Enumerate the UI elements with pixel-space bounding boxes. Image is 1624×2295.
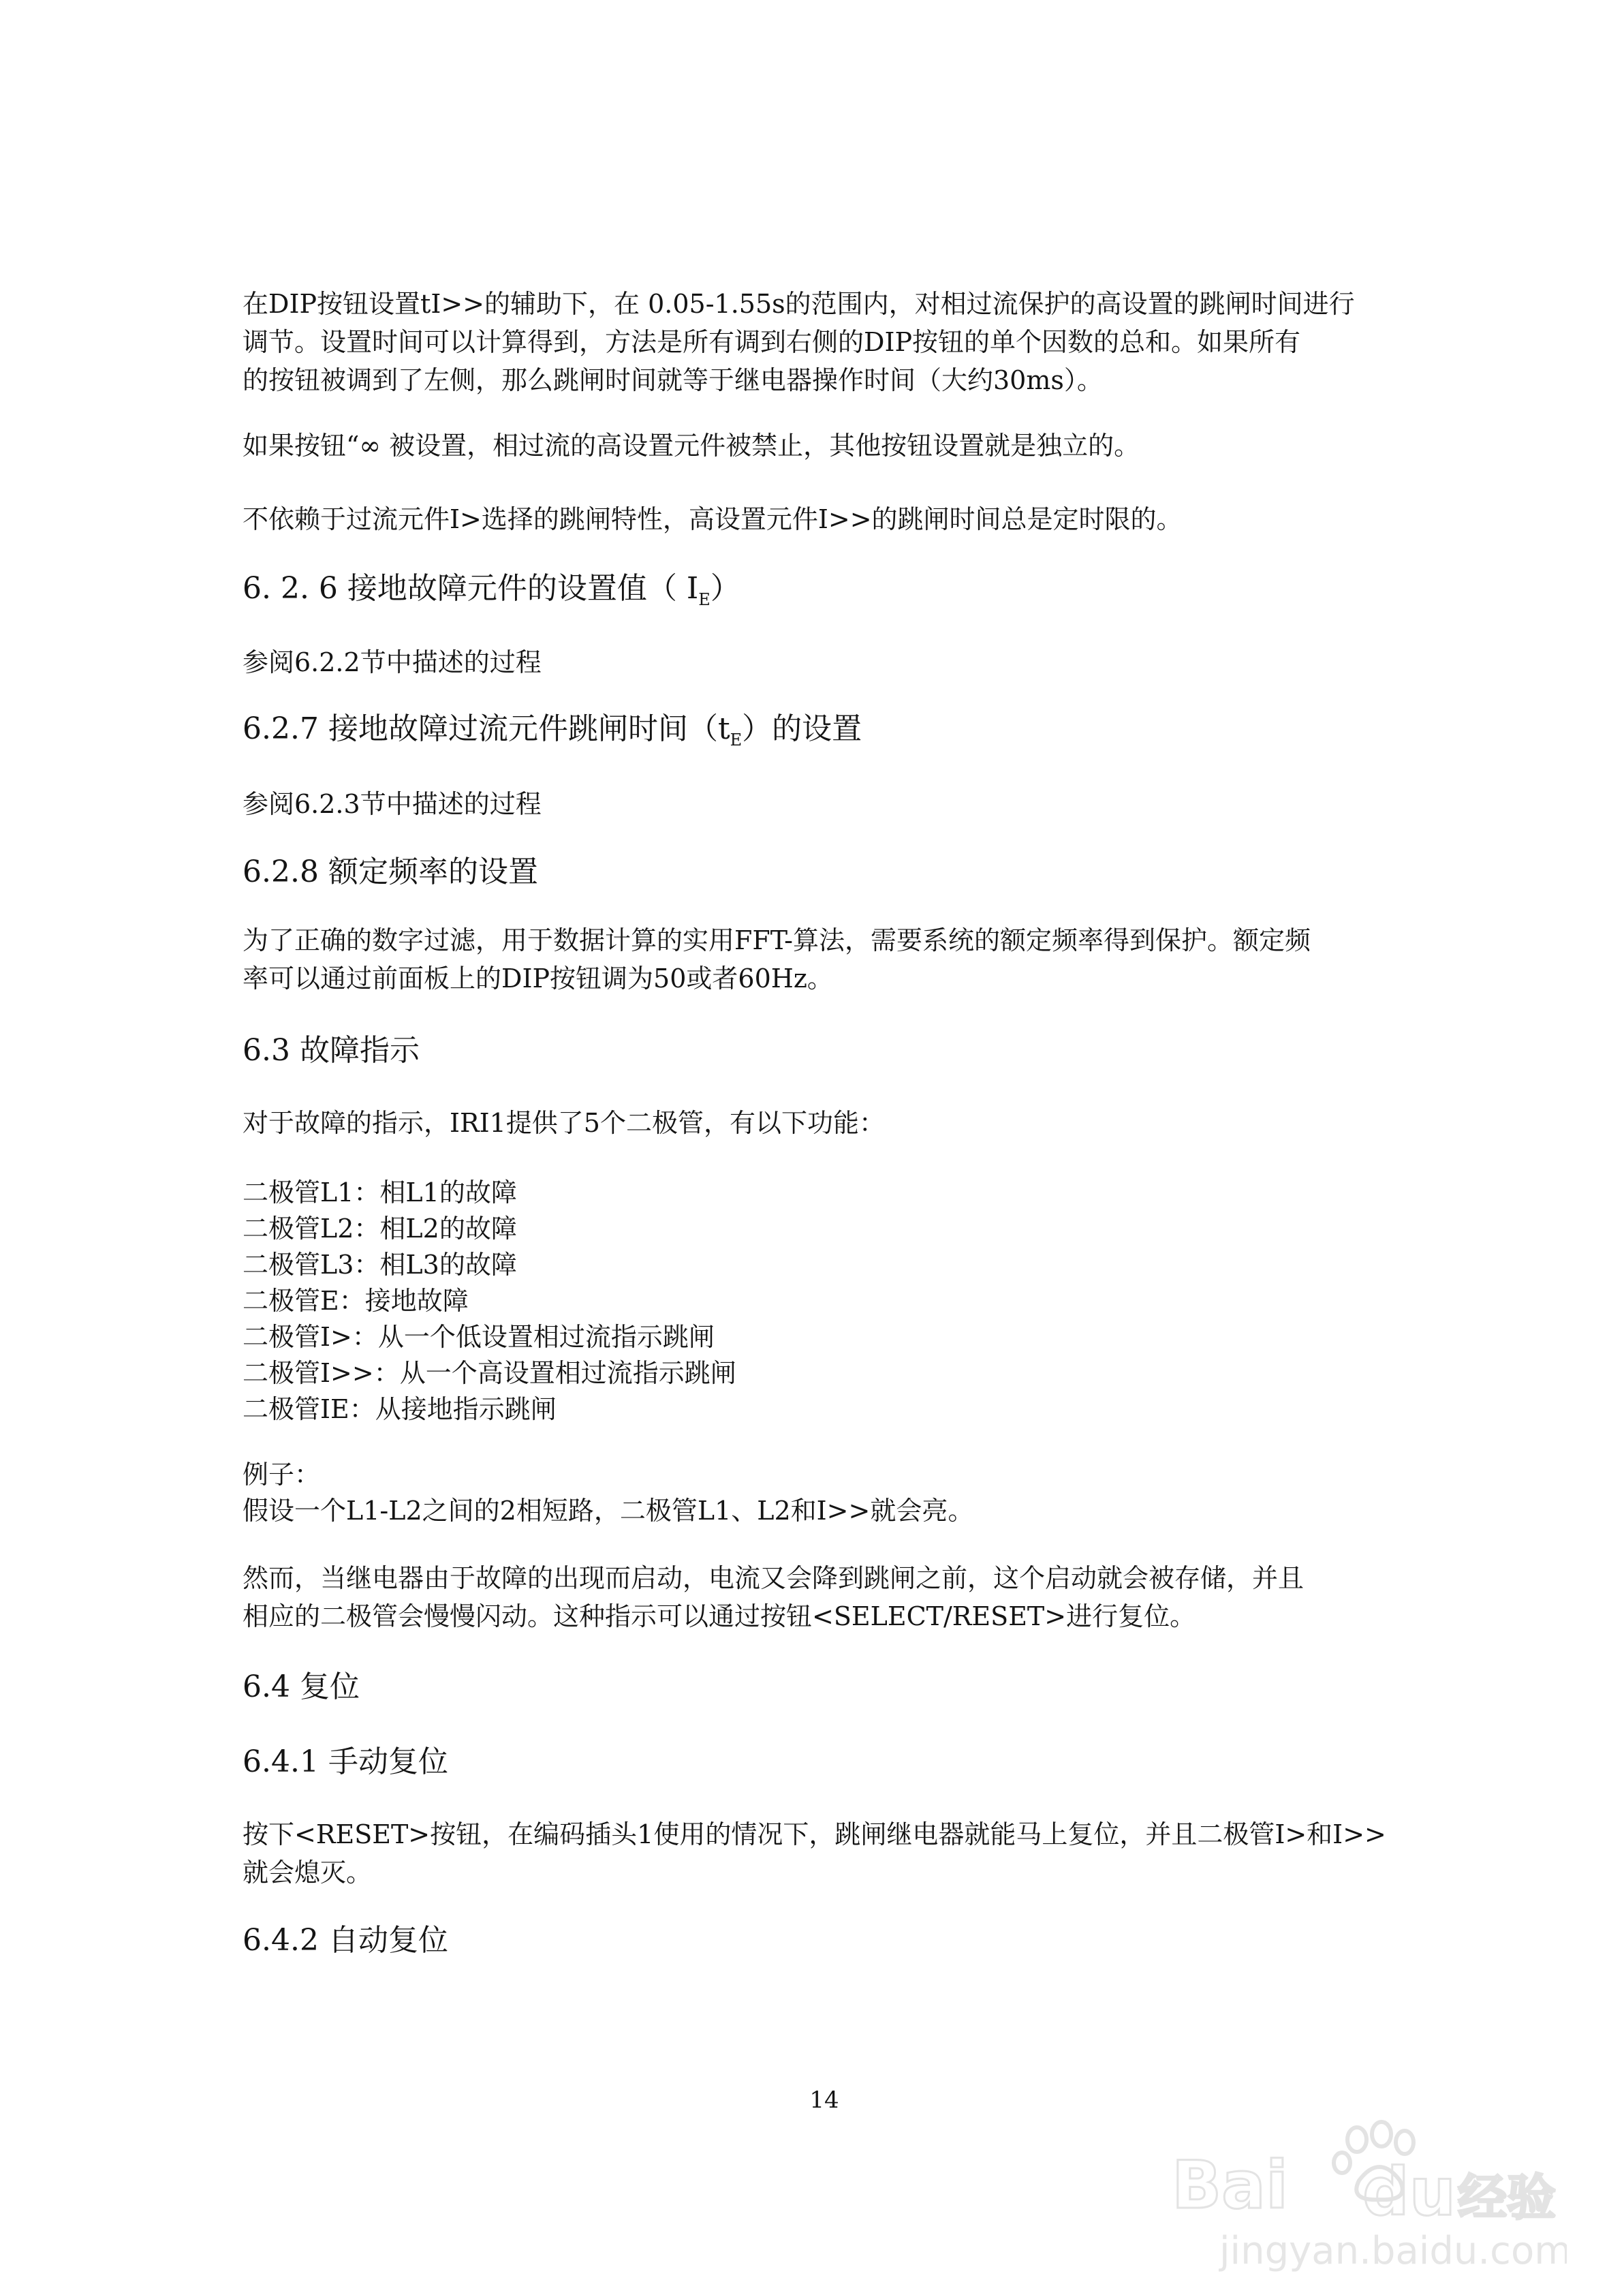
text-line: 就会熄灭。: [243, 1858, 373, 1888]
paragraph-manual-reset: [243, 1815, 1401, 1892]
heading-6-4: 6.4 复位: [243, 1669, 360, 1704]
svg-text:du: du: [1362, 2154, 1456, 2230]
paragraph-see-6-2-3: 参阅6.2.3节中描述的过程: [243, 789, 542, 819]
example-label: 例子：: [243, 1460, 321, 1490]
page-number: 14: [809, 2086, 839, 2114]
example-text: 假设一个L1-L2之间的2相短路，二极管L1、L2和I>>就会亮。: [243, 1496, 974, 1526]
paragraph-fault-indication: 对于故障的指示，IRI1提供了5个二极管，有以下功能：: [243, 1108, 885, 1138]
text-line: 然而，当继电器由于故障的出现而启动，电流又会降到跳闸之前，这个启动就会被存储，并且: [243, 1563, 1305, 1593]
text-line: 相应的二极管会慢慢闪动。这种指示可以通过按钮<SELECT/RESET>进行复位。: [243, 1601, 1196, 1631]
list-item: 二极管E：接地故障: [243, 1286, 469, 1316]
paragraph-infinity-button: 如果按钮“∞ 被设置，相过流的高设置元件被禁止，其他按钮设置就是独立的。: [243, 431, 1140, 461]
heading-6-4-2: 6.4.2 自动复位: [243, 1923, 448, 1958]
list-item: 二极管I>>：从一个高设置相过流指示跳闸: [243, 1358, 736, 1388]
baidu-jingyan-watermark: [1158, 2112, 1567, 2276]
heading-6-2-7: 6.2.7 接地故障过流元件跳闸时间$(t_E)$的设置: [243, 711, 862, 750]
text-line: 按下<RESET>按钮，在编码插头1使用的情况下，跳闸继电器就能马上复位，并且二极管I>和I>>: [243, 1819, 1386, 1849]
list-item: 二极管L2：相L2的故障: [243, 1214, 517, 1244]
text-line: 率可以通过前面板上的DIP按钮调为50或者60Hz。: [243, 964, 833, 994]
list-item: 二极管L3：相L3的故障: [243, 1250, 517, 1280]
list-item: 二极管I>：从一个低设置相过流指示跳闸: [243, 1322, 715, 1352]
heading-6-3: 6.3 故障指示: [243, 1033, 420, 1068]
heading-6-4-1: 6.4.1 手动复位: [243, 1744, 448, 1779]
heading-6-2-6: 6. 2. 6 接地故障元件的设置值（ $I_E$）: [243, 571, 740, 609]
text-line: 调节。设置时间可以计算得到，方法是所有调到右侧的DIP按钮的单个因数的总和。如果所有: [243, 327, 1301, 357]
text-line: 在DIP按钮设置tI>>的辅助下，在 0.05-1.55s的范围内，对相过流保护的高设置的跳闸时间进行: [243, 289, 1355, 319]
heading-6-2-8: 6.2.8 额定频率的设置: [243, 854, 538, 889]
paragraph-definite-time: 不依赖于过流元件I>选择的跳闸特性，高设置元件I>>的跳闸时间总是定时限的。: [243, 504, 1183, 534]
paragraph-startup-stored: [243, 1559, 1401, 1635]
svg-text:jingyan.baidu.com: jingyan.baidu.com: [1219, 2229, 1567, 2273]
paragraph-rated-frequency: [243, 921, 1401, 998]
svg-text:Bai: Bai: [1172, 2147, 1288, 2223]
svg-text:经验: 经验: [1458, 2169, 1557, 2226]
text-line: 为了正确的数字过滤，用于数据计算的实用FFT-算法，需要系统的额定频率得到保护。额定频: [243, 925, 1311, 955]
example-block: [243, 1457, 973, 1529]
diode-list: [243, 1175, 736, 1428]
text-line: 的按钮被调到了左侧，那么跳闸时间就等于继电器操作时间（大约30ms）。: [243, 365, 1103, 395]
paw-logo-icon: [1158, 2112, 1567, 2276]
list-item: 二极管IE：从接地指示跳闸: [243, 1394, 557, 1424]
paragraph-tI-setting: [243, 285, 1401, 399]
list-item: 二极管L1：相L1的故障: [243, 1177, 517, 1207]
paragraph-see-6-2-2: 参阅6.2.2节中描述的过程: [243, 647, 542, 677]
